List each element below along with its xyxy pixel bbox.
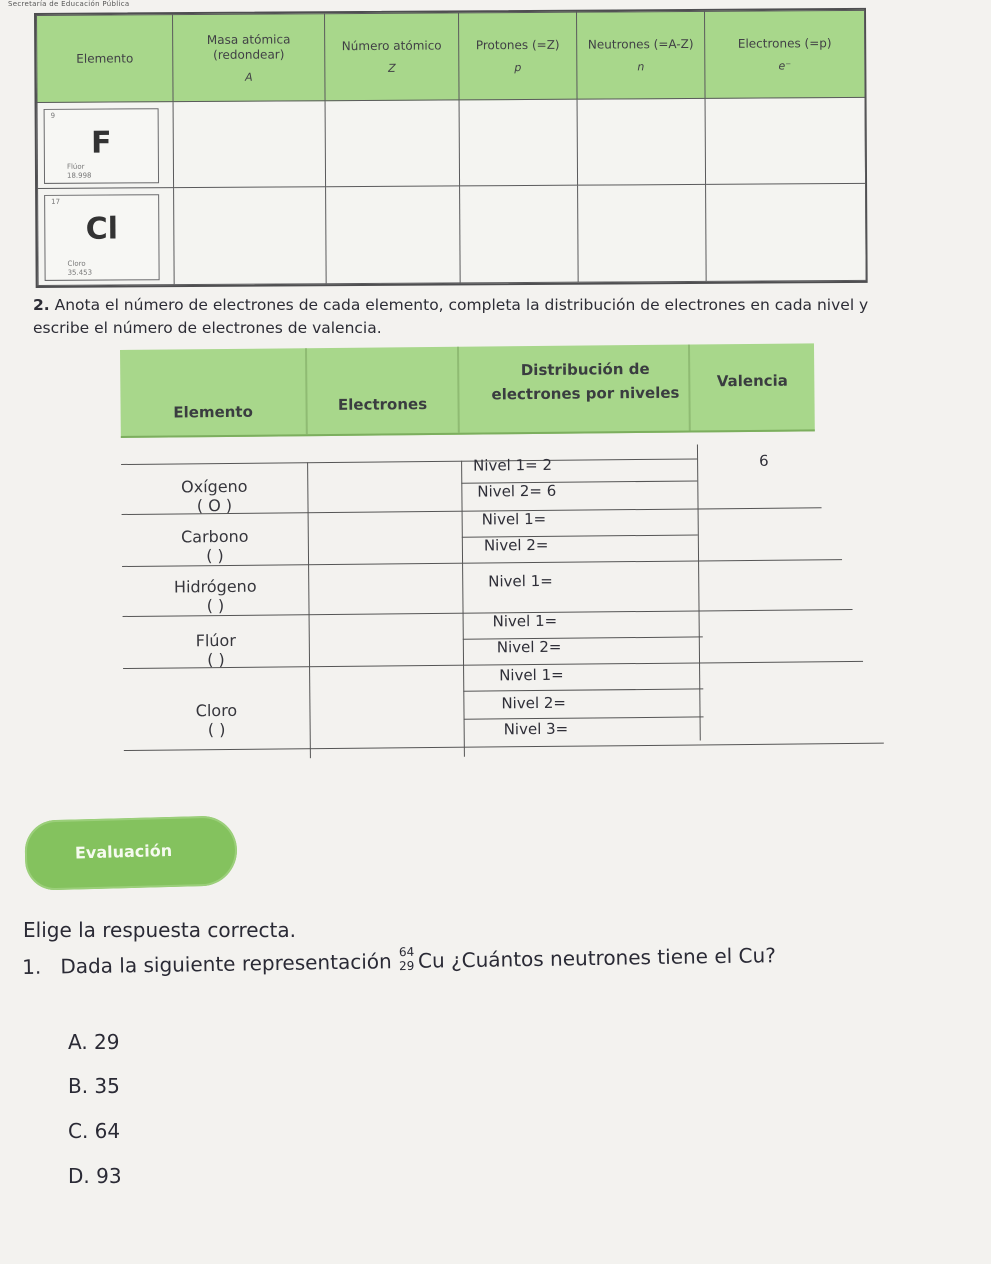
answer-cell[interactable]	[706, 183, 867, 281]
divider	[697, 444, 701, 740]
element-card-cell	[38, 188, 175, 286]
answer-cell[interactable]	[459, 99, 578, 186]
header-electrones: Electrones	[337, 395, 428, 414]
table-row	[38, 183, 867, 285]
evaluation-badge	[24, 815, 238, 891]
header-electrones: Electrones (=p) e⁻	[705, 10, 866, 98]
instruction: Elige la respuesta correcta.	[23, 918, 296, 942]
row-divider	[463, 688, 703, 691]
answer-cell[interactable]	[577, 98, 706, 185]
element-carbono: Carbono ( )	[180, 526, 249, 566]
question-text: Dada la siguiente representación	[60, 949, 392, 979]
level-field[interactable]: Nivel 1=	[488, 571, 553, 591]
level-field[interactable]: Nivel 1= 2	[473, 455, 553, 475]
isotope-notation: 64 29	[398, 944, 415, 974]
row-divider	[464, 716, 704, 719]
element-card-cell	[37, 102, 174, 189]
table-body	[121, 443, 841, 740]
table-row	[37, 97, 866, 188]
question-text: Anota el número de electrones de cada elemento, completa la distribución de electrones en cada nivel y escribe el número de electrones de valencia.	[33, 296, 869, 337]
answer-cell[interactable]	[174, 187, 327, 285]
divider	[121, 458, 697, 465]
element-name: Cloro	[67, 259, 86, 268]
row-divider	[461, 480, 697, 483]
symbol-field[interactable]: ( )	[206, 546, 224, 566]
symbol-field[interactable]: ( )	[207, 650, 225, 670]
header-note: Secretaría de Educación Pública	[8, 0, 130, 8]
element-cloro: Cloro ( )	[195, 700, 238, 740]
answer-cell[interactable]	[173, 101, 326, 188]
atomic-data-table	[34, 8, 868, 288]
level-field[interactable]: Nivel 2= 6	[477, 481, 557, 501]
element-name: Flúor	[66, 162, 85, 171]
header-masa-atomica: Masa atómica (redondear) A	[173, 14, 326, 102]
answer-cell[interactable]	[705, 97, 866, 184]
row-divider	[463, 636, 703, 639]
answer-cell[interactable]	[578, 184, 707, 282]
level-field[interactable]: Nivel 1=	[499, 665, 564, 685]
atomic-number: 9	[50, 111, 56, 120]
isotope-symbol: Cu	[417, 948, 445, 973]
level-field[interactable]: Nivel 1=	[481, 509, 547, 529]
question-text-after: ¿Cuántos neutrones tiene el Cu?	[450, 943, 777, 973]
level-field[interactable]: Nivel 2=	[496, 637, 562, 657]
element-symbol: Cl	[85, 211, 119, 247]
header-elemento: Elemento	[173, 402, 253, 422]
header-elemento: Elemento	[37, 15, 174, 103]
option-b[interactable]: B. 35	[68, 1074, 120, 1098]
header-numero-atomico: Número atómico Z	[325, 13, 460, 101]
level-field[interactable]: Nivel 2=	[501, 693, 567, 713]
table-header-band	[120, 343, 815, 438]
level-field[interactable]: Nivel 1=	[492, 611, 558, 631]
element-hidrogeno: Hidrógeno ( )	[173, 576, 257, 616]
divider	[457, 347, 459, 433]
symbol-field[interactable]: ( )	[207, 720, 226, 740]
question-1	[22, 940, 982, 981]
option-d[interactable]: D. 93	[68, 1164, 122, 1188]
question-number: 1.	[22, 954, 42, 979]
answer-cell[interactable]	[460, 185, 579, 283]
atomic-mass: 35.453	[67, 268, 93, 277]
electron-distribution-table	[120, 343, 820, 740]
symbol-field[interactable]: ( )	[206, 596, 225, 616]
level-field[interactable]: Nivel 2=	[483, 535, 549, 555]
element-card-cl	[44, 194, 160, 281]
option-c[interactable]: C. 64	[68, 1119, 121, 1143]
element-oxigeno: Oxígeno ( O )	[181, 476, 248, 516]
element-card-f	[44, 108, 159, 184]
evaluation-label: Evaluación	[74, 840, 173, 863]
element-fluor: Flúor ( )	[195, 630, 236, 670]
atomic-number: 17	[51, 197, 61, 206]
question-2	[33, 294, 883, 340]
option-a[interactable]: A. 29	[68, 1030, 120, 1054]
row-divider	[124, 743, 884, 751]
header-neutrones: Neutrones (=A-Z) n	[577, 11, 706, 99]
divider	[461, 461, 465, 757]
level-field[interactable]: Nivel 3=	[503, 719, 569, 739]
header-valencia: Valencia	[716, 371, 788, 391]
element-symbol: F	[90, 125, 112, 161]
atomic-mass: 18.998	[66, 171, 92, 180]
header-protones: Protones (=Z) p	[459, 12, 578, 100]
answer-cell[interactable]	[325, 100, 460, 187]
divider	[305, 348, 307, 434]
question-number: 2.	[33, 296, 50, 314]
symbol-field[interactable]: ( O )	[196, 495, 233, 516]
answer-cell[interactable]	[326, 186, 461, 284]
header-distribucion: Distribución de electrones por niveles	[491, 359, 680, 404]
valencia-field[interactable]: 6	[759, 451, 769, 470]
row-divider	[462, 534, 698, 537]
